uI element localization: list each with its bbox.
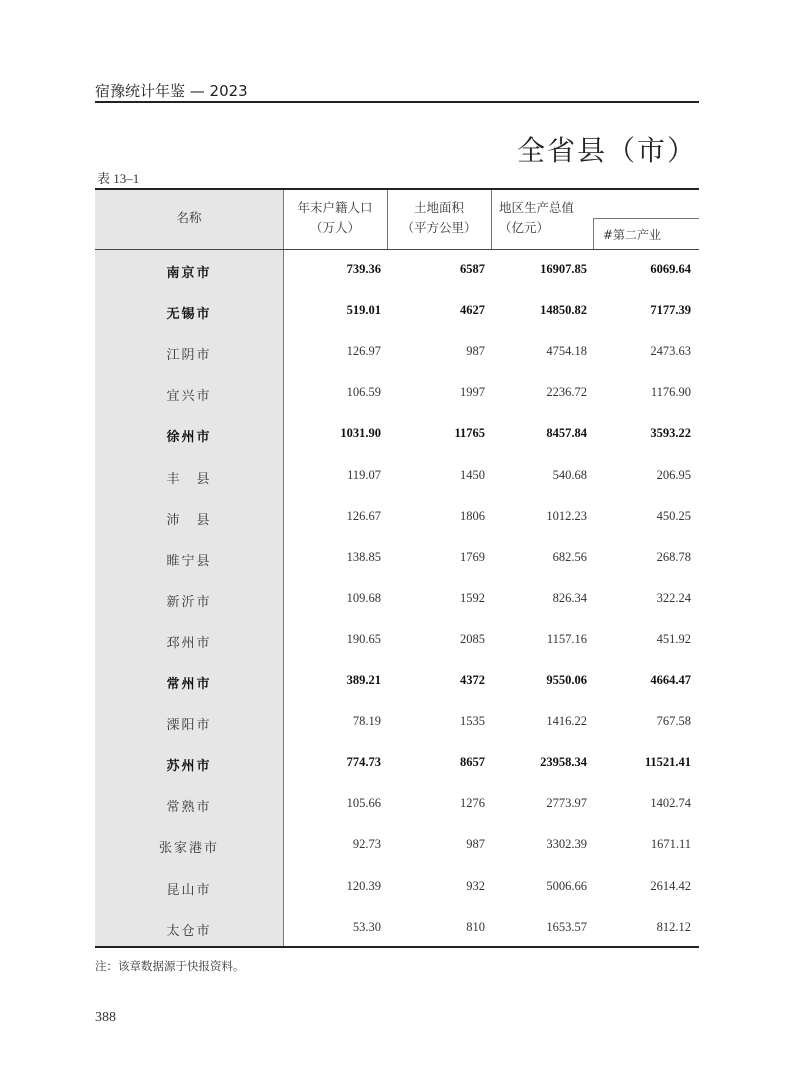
row-population: 190.65 [346, 631, 381, 646]
row-gdp: 1653.57 [546, 919, 587, 934]
header-area-unit: （平方公里） [401, 220, 477, 235]
row-population: 120.39 [346, 878, 381, 893]
table-row [95, 620, 699, 661]
row-secondary-industry: 206.95 [656, 467, 691, 482]
table-note: 注：该章数据源于快报资料。 [95, 959, 245, 973]
row-area: 1450 [460, 467, 485, 482]
row-name: 沛 县 [166, 512, 212, 528]
row-population: 519.01 [346, 303, 381, 318]
row-area: 2085 [460, 631, 485, 646]
table-row [95, 784, 699, 825]
row-population: 389.21 [346, 673, 381, 687]
row-secondary-industry: 6069.64 [650, 262, 691, 276]
row-gdp: 2773.97 [546, 796, 587, 811]
row-population: 774.73 [346, 755, 381, 770]
row-name: 昆山市 [166, 882, 212, 898]
table-row [95, 825, 699, 866]
row-area: 987 [466, 344, 485, 359]
row-gdp: 2236.72 [546, 385, 587, 400]
row-gdp: 23958.34 [540, 755, 587, 770]
header-population [283, 198, 387, 238]
running-head: 宿豫统计年鉴 — 2023 [95, 82, 248, 100]
row-secondary-industry: 2473.63 [650, 344, 691, 359]
row-area: 1276 [460, 796, 485, 811]
row-population: 126.97 [346, 344, 381, 359]
row-name: 太仓市 [166, 923, 212, 939]
row-gdp: 540.68 [552, 467, 587, 482]
row-area: 987 [466, 837, 485, 852]
row-secondary-industry: 268.78 [656, 549, 691, 564]
row-gdp: 4754.18 [546, 344, 587, 359]
row-name: 丰 县 [166, 471, 212, 487]
row-name: 无锡市 [166, 307, 212, 323]
row-gdp: 9550.06 [546, 673, 587, 687]
table-row [95, 414, 699, 455]
table-row [95, 291, 699, 332]
header-gdp [499, 198, 599, 238]
row-gdp: 1416.22 [546, 714, 587, 729]
row-area: 6587 [460, 262, 485, 276]
row-population: 138.85 [346, 549, 381, 564]
row-population: 92.73 [352, 837, 381, 852]
row-area: 4627 [460, 303, 485, 318]
row-name: 常熟市 [166, 800, 212, 816]
row-secondary-industry: 450.25 [656, 508, 691, 523]
header-population-unit: （万人） [309, 220, 360, 235]
row-area: 4372 [460, 673, 485, 687]
row-secondary-industry: 11521.41 [644, 755, 691, 770]
row-secondary-industry: 7177.39 [650, 303, 691, 318]
header-gdp-unit: （亿元） [499, 220, 550, 235]
row-name: 溧阳市 [166, 718, 212, 734]
table-bottom-rule [95, 946, 699, 948]
table-id: 表 13–1 [97, 171, 140, 186]
table-row [95, 702, 699, 743]
header-divider [491, 190, 492, 249]
row-population: 126.67 [346, 508, 381, 523]
row-area: 1535 [460, 714, 485, 729]
row-secondary-industry: 322.24 [656, 590, 691, 605]
section-title: 全省县（市） [516, 134, 697, 167]
table-row [95, 579, 699, 620]
table-row [95, 332, 699, 373]
row-population: 119.07 [347, 467, 381, 482]
row-secondary-industry: 1176.90 [650, 385, 691, 400]
row-gdp: 3302.39 [546, 837, 587, 852]
row-name: 宜兴市 [166, 389, 212, 405]
row-gdp: 682.56 [552, 549, 587, 564]
header-population-title: 年末户籍人口 [297, 200, 373, 215]
row-gdp: 5006.66 [546, 878, 587, 893]
row-population: 105.66 [346, 796, 381, 811]
gdp-subheader-rule [593, 218, 699, 219]
row-name: 常州市 [166, 677, 212, 692]
row-gdp: 8457.84 [546, 426, 587, 441]
row-name: 睢宁县 [166, 553, 212, 569]
row-name: 苏州市 [166, 759, 212, 775]
header-area [387, 198, 491, 238]
header-name: 名称 [176, 210, 202, 225]
row-name: 徐州市 [166, 430, 212, 446]
table-row [95, 456, 699, 497]
row-area: 11765 [454, 426, 485, 441]
row-area: 1592 [460, 590, 485, 605]
row-gdp: 1012.23 [546, 508, 587, 523]
row-area: 1806 [460, 508, 485, 523]
row-population: 78.19 [352, 714, 381, 729]
header-area-title: 土地面积 [413, 200, 464, 215]
row-area: 1997 [460, 385, 485, 400]
row-population: 109.68 [346, 590, 381, 605]
row-secondary-industry: 1671.11 [650, 837, 691, 852]
row-area: 932 [466, 878, 485, 893]
row-name: 南京市 [166, 266, 212, 281]
row-secondary-industry: 767.58 [656, 714, 691, 729]
header-gdp-title: 地区生产总值 [499, 200, 575, 215]
row-population: 106.59 [346, 385, 381, 400]
table-top-rule [95, 188, 699, 190]
row-gdp: 16907.85 [540, 262, 587, 276]
header-rule [95, 101, 699, 103]
row-area: 8657 [460, 755, 485, 770]
row-population: 53.30 [352, 919, 381, 934]
row-gdp: 1157.16 [546, 631, 587, 646]
row-secondary-industry: 2614.42 [650, 878, 691, 893]
row-name: 江阴市 [166, 348, 212, 364]
row-secondary-industry: 3593.22 [650, 426, 691, 441]
row-name: 新沂市 [166, 594, 212, 610]
table-row [95, 250, 699, 291]
row-area: 810 [466, 919, 485, 934]
row-name: 邳州市 [166, 635, 212, 651]
table-row [95, 661, 699, 702]
row-population: 739.36 [346, 262, 381, 276]
row-gdp: 826.34 [552, 590, 587, 605]
table-row [95, 497, 699, 538]
header-secondary-industry: #第二产业 [603, 228, 662, 242]
row-secondary-industry: 4664.47 [650, 673, 691, 687]
row-secondary-industry: 451.92 [656, 631, 691, 646]
page-number: 388 [95, 1010, 116, 1025]
table-row [95, 908, 699, 949]
table-row [95, 743, 699, 784]
row-population: 1031.90 [340, 426, 381, 441]
row-area: 1769 [460, 549, 485, 564]
table-row [95, 867, 699, 908]
row-secondary-industry: 1402.74 [650, 796, 691, 811]
table-row [95, 538, 699, 579]
row-name: 张家港市 [158, 841, 219, 857]
row-gdp: 14850.82 [540, 303, 587, 318]
table-row [95, 373, 699, 414]
row-secondary-industry: 812.12 [656, 919, 691, 934]
